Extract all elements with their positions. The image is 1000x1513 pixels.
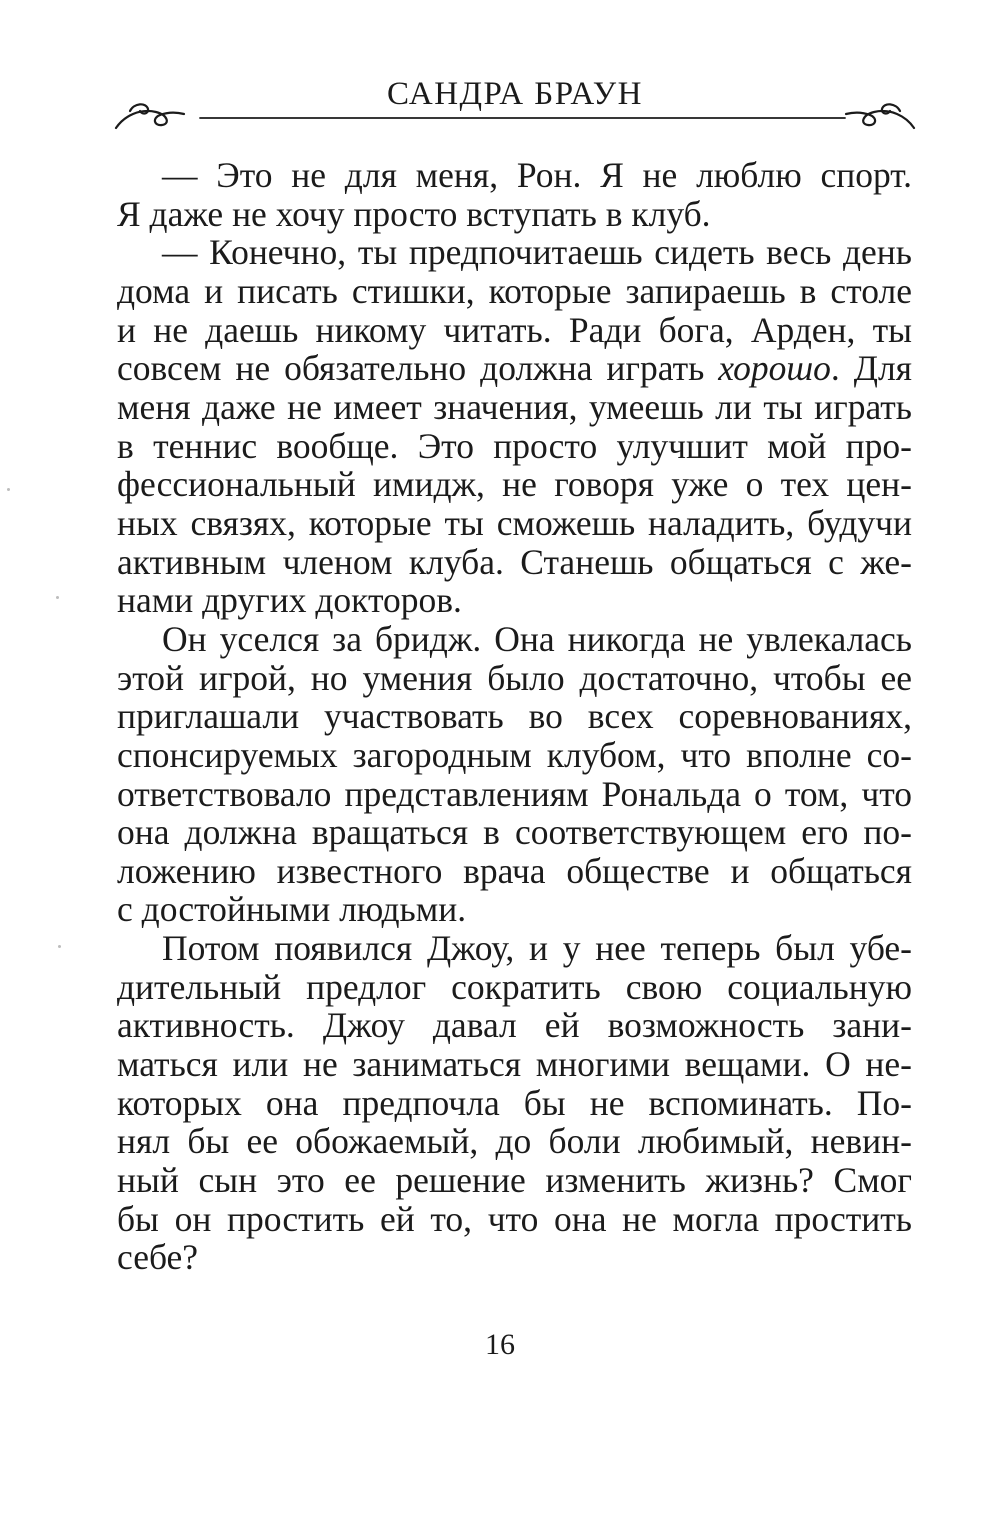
text-line: бы он простить ей то, что она не могла простить: [117, 1198, 912, 1239]
text-line: фессиональный имидж, не говоря уже о тех цен-: [117, 464, 912, 505]
text-line: которых она предпочла бы не вспоминать. По-: [117, 1082, 912, 1123]
paragraph-2: [117, 233, 912, 620]
text-line: этой игрой, но умения было достаточно, чтобы ее: [117, 657, 912, 698]
page-number: 16: [485, 1328, 515, 1361]
text-line: Он уселся за бридж. Она никогда не увлекалась: [162, 618, 912, 659]
text-line: нами других докторов.: [117, 580, 462, 621]
text-line: дительный предлог сократить свою социальную: [117, 966, 912, 1007]
text-line: спонсируемых загородным клубом, что вполне со-: [117, 734, 912, 775]
text-line: меня даже не имеет значения, умеешь ли ты играть: [117, 386, 912, 427]
text-line: она должна вращаться в соответствующем его по-: [117, 812, 912, 853]
paragraph-1: [117, 156, 912, 233]
text-line: — Конечно, ты предпочитаешь сидеть весь день: [162, 232, 912, 273]
text-line: и не даешь никому читать. Ради бога, Арден, ты: [117, 309, 912, 350]
text-line: с достойными людьми.: [117, 889, 467, 930]
text-line-with-emphasis: [117, 349, 912, 388]
text-segment: . Для: [830, 348, 912, 389]
paragraph-4: [117, 929, 912, 1277]
text-line: приглашали участвовать во всех соревнованиях,: [117, 696, 912, 737]
body-text: [117, 156, 912, 1277]
text-line: себе?: [117, 1237, 199, 1278]
running-head-title: САНДРА БРАУН: [387, 76, 643, 112]
text-line: — Это не для меня, Рон. Я не люблю спорт.: [162, 155, 912, 195]
text-line: ных связях, которые ты сможешь наладить, будучи: [117, 502, 912, 543]
text-line: Я даже не хочу просто вступать в клуб.: [117, 193, 711, 234]
text-line: маться или не заниматься многими вещами. О не-: [117, 1044, 912, 1085]
text-segment: совсем не обязательно должна играть: [117, 348, 719, 389]
paper-speck: [56, 596, 59, 599]
text-line: ответствовало представлениям Рональда о том, что: [117, 773, 912, 814]
paper-speck: [58, 945, 61, 948]
paper-speck: [7, 488, 10, 491]
text-line: нял бы ее обожаемый, до боли любимый, невин-: [117, 1121, 912, 1162]
text-line: ный сын это ее решение изменить жизнь? Смог: [117, 1160, 912, 1201]
text-line: ложению известного врача обществе и общаться: [117, 850, 912, 891]
text-line: дома и писать стишки, которые запираешь в столе: [117, 270, 912, 311]
text-line: в теннис вообще. Это просто улучшит мой про-: [117, 425, 912, 466]
ornament-rule: [110, 94, 920, 134]
text-line: активным членом клуба. Станешь общаться с же-: [117, 541, 912, 582]
text-line: Потом появился Джоу, и у нее теперь был убе-: [162, 928, 912, 969]
running-head: [110, 72, 920, 142]
emphasis-word: хорошо: [718, 348, 831, 389]
paragraph-3: [117, 620, 912, 929]
text-line: активность. Джоу давал ей возможность зани-: [117, 1005, 912, 1046]
